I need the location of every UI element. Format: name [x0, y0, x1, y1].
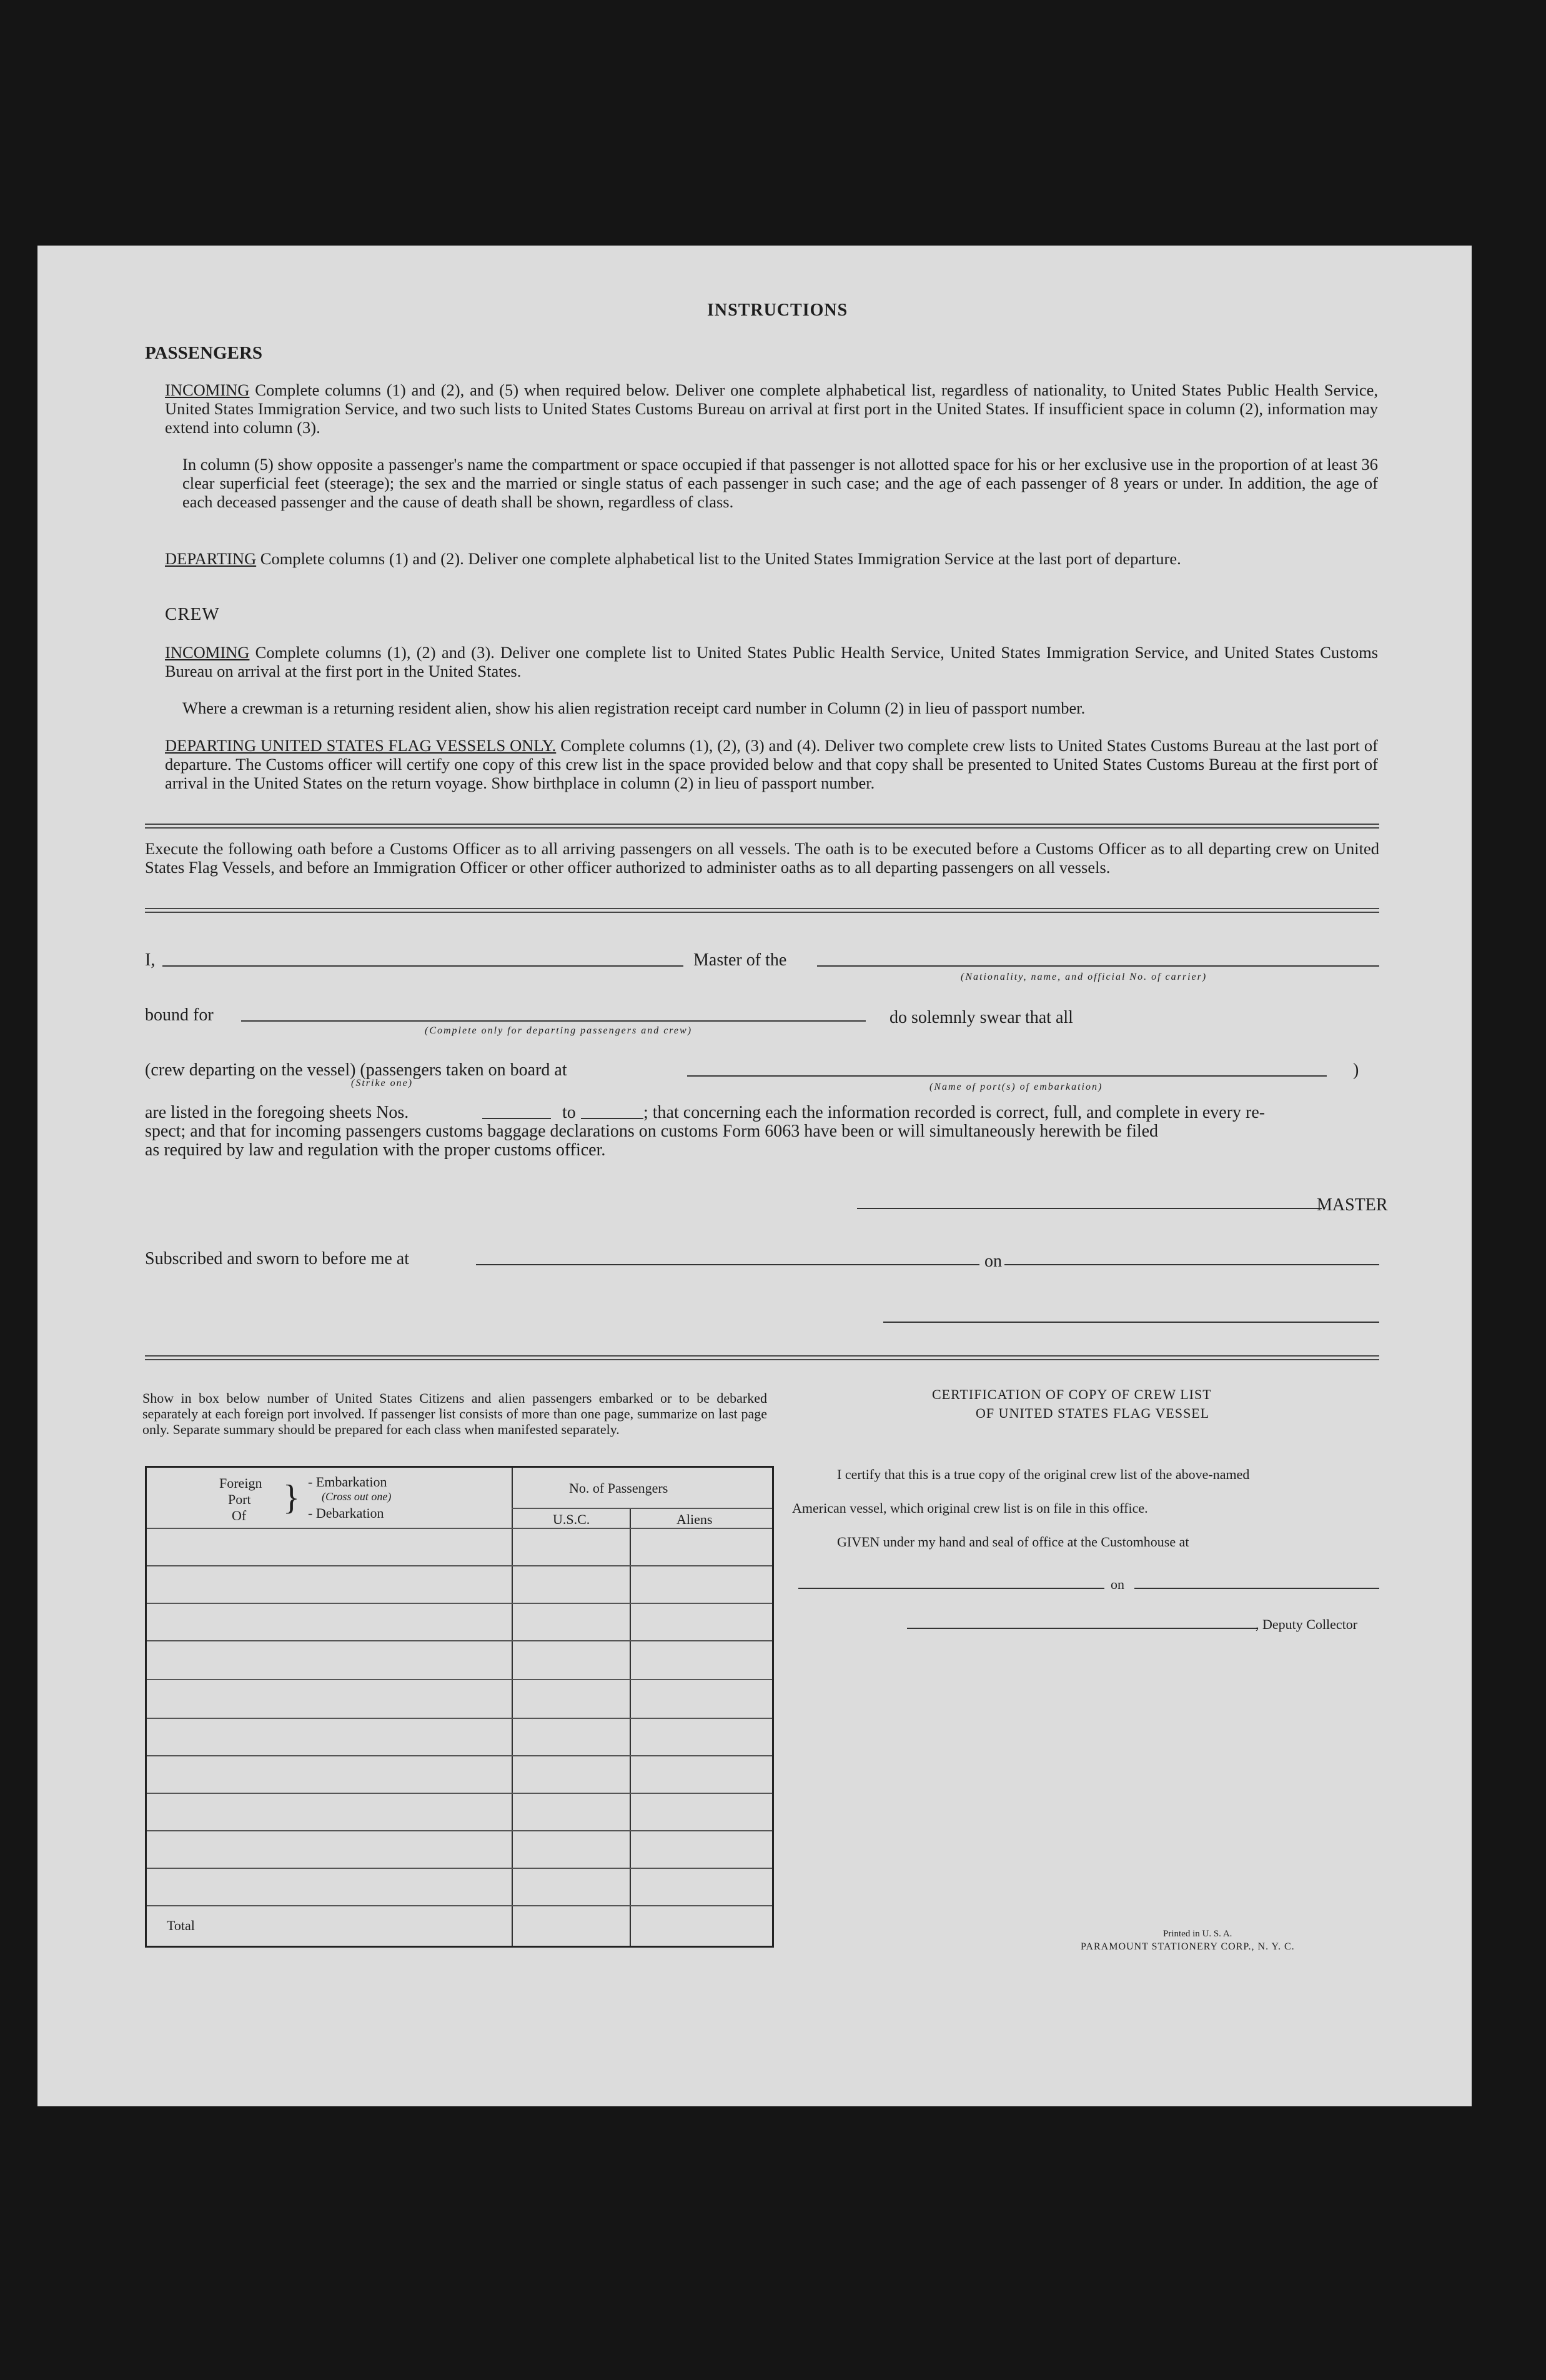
passengers-heading: PASSENGERS	[145, 343, 263, 363]
table-row	[147, 1718, 772, 1719]
table-row	[147, 1830, 772, 1831]
departing-lead: DEPARTING	[165, 549, 257, 568]
master-signature-field[interactable]	[857, 1208, 1322, 1209]
no-of-passengers-header: No. of Passengers	[569, 1480, 668, 1496]
sheet-from-field[interactable]	[482, 1118, 551, 1119]
swear-label: do solemnly swear that all	[889, 1008, 1073, 1027]
listed-start: are listed in the foregoing sheets Nos.	[145, 1103, 409, 1122]
embarkation-port-field[interactable]	[687, 1075, 1327, 1077]
cert-on-label: on	[1111, 1576, 1124, 1592]
flag-vessels-paragraph	[165, 736, 1378, 792]
printer-name: PARAMOUNT STATIONERY CORP., N. Y. C.	[1081, 1941, 1295, 1952]
port-caption: (Name of port(s) of embarkation)	[929, 1082, 1103, 1092]
returning-resident-paragraph: Where a crewman is a returning resident alien, show his alien registration receipt card number in Column (2) in lieu of passport number.	[182, 699, 1086, 717]
flag-vessels-text: Complete columns (1), (2), (3) and (4). Deliver two complete crew lists to United States Customs Bureau at the last port of departure. The Customs officer will certify one copy of this crew list in the space provided below and that copy shall be presented to United States Customs Bureau at the first port of arrival in the United States on the return voyage. Show birthplace in column (2) in lieu of passport number.	[165, 736, 1378, 792]
table-row	[147, 1905, 772, 1906]
crew-heading: CREW	[165, 604, 220, 624]
summary-note: Show in box below number of United States Citizens and alien passengers embarked or to be debarked separately at each foreign port involved. If passenger list consists of more than one page, summarize on last page only. Separate summary should be prepared for each class when manifested separately.	[142, 1390, 767, 1437]
document-page	[37, 246, 1472, 2106]
execute-paragraph: Execute the following oath before a Customs Officer as to all arriving passengers on all vessels. The oath is to be executed before a Customs Officer as to all departing crew on United States Flag Vessels, and before an Immigration Officer or other officer authorized to administer oaths as to all departing passengers on all vessels.	[145, 839, 1379, 877]
brace-icon: }	[283, 1478, 300, 1517]
divider	[145, 824, 1379, 829]
bound-caption: (Complete only for departing passengers and crew)	[425, 1025, 693, 1036]
aliens-header: Aliens	[676, 1511, 713, 1527]
header-divider	[147, 1528, 772, 1529]
of-label: Of	[232, 1508, 247, 1523]
table-row	[147, 1755, 772, 1756]
cert-given-text: GIVEN under my hand and seal of office at the Customhouse at	[837, 1534, 1189, 1550]
printed-in-usa: Printed in U. S. A.	[1163, 1929, 1232, 1939]
column-divider	[512, 1468, 513, 1946]
master-of-the-label: Master of the	[693, 950, 787, 970]
column-divider	[630, 1508, 631, 1946]
to-label: to	[562, 1103, 576, 1122]
embarkation-label: - Embarkation	[308, 1474, 387, 1490]
strike-caption: (Strike one)	[351, 1078, 414, 1088]
header-subdivider	[512, 1508, 772, 1509]
table-row	[147, 1679, 772, 1680]
bound-for-field[interactable]	[241, 1020, 866, 1022]
cert-certify-text: I certify that this is a true copy of the original crew list of the above-named	[837, 1466, 1250, 1482]
crew-incoming-paragraph	[165, 643, 1378, 680]
table-row	[147, 1640, 772, 1641]
master-label: MASTER	[1317, 1195, 1388, 1215]
divider	[145, 1355, 1379, 1360]
total-label: Total	[167, 1918, 195, 1933]
subscribed-label: Subscribed and sworn to before me at	[145, 1249, 409, 1268]
usc-header: U.S.C.	[553, 1511, 590, 1527]
subscribed-on-label: on	[984, 1252, 1002, 1271]
table-row	[147, 1793, 772, 1794]
master-name-field[interactable]	[162, 965, 683, 967]
divider	[145, 908, 1379, 913]
crew-incoming-text: Complete columns (1), (2) and (3). Deliver one complete list to United States Public Health Service, United States Immigration Service, and United States Customs Bureau on arrival at the first port in the United States.	[165, 643, 1379, 680]
officer-signature-field[interactable]	[883, 1322, 1379, 1323]
foreign-label: Foreign	[219, 1475, 262, 1491]
listed-line2: spect; and that for incoming passengers customs baggage declarations on customs Form 6063 have been or will simultaneously herewith be filed	[145, 1122, 1159, 1141]
deputy-collector-label: , Deputy Collector	[1256, 1616, 1358, 1632]
departing-text: Complete columns (1) and (2). Deliver one complete alphabetical list to the United States Immigration Service at the last port of departure.	[260, 549, 1181, 568]
oath-i-label: I,	[145, 950, 156, 970]
passengers-incoming-paragraph	[165, 381, 1378, 437]
table-row	[147, 1565, 772, 1566]
bound-for-label: bound for	[145, 1005, 214, 1025]
incoming-lead: INCOMING	[165, 381, 250, 399]
listed-rest: ; that concerning each the information recorded is correct, full, and complete in every re-	[643, 1103, 1266, 1122]
passengers-departing-paragraph	[165, 549, 1378, 568]
deputy-signature-field[interactable]	[907, 1628, 1257, 1629]
carrier-caption: (Nationality, name, and official No. of carrier)	[961, 972, 1207, 982]
customhouse-field[interactable]	[798, 1588, 1104, 1589]
cert-date-field[interactable]	[1134, 1588, 1379, 1589]
page-title: INSTRUCTIONS	[707, 301, 848, 320]
column5-paragraph: In column (5) show opposite a passenger's name the compartment or space occupied if that passenger is not allotted space for his or her exclusive use in the proportion of at least 36 clear superficial feet (steerage); the sex and the married or single status of each passenger in such case; and the age of each passenger of 8 years or under. In addition, the age of each deceased passenger and the cause of death shall be shown, regardless of class.	[182, 455, 1378, 511]
cert-american-text: American vessel, which original crew list is on file in this office.	[792, 1500, 1148, 1516]
debarkation-label: - Debarkation	[308, 1505, 384, 1521]
passenger-summary-table	[145, 1466, 774, 1948]
table-row	[147, 1603, 772, 1604]
cross-out-label: (Cross out one)	[322, 1490, 392, 1503]
port-label: Port	[228, 1491, 251, 1507]
sheet-to-field[interactable]	[581, 1118, 643, 1119]
cert-title-line2: OF UNITED STATES FLAG VESSEL	[976, 1405, 1210, 1421]
subscribed-place-field[interactable]	[476, 1264, 979, 1265]
crew-departing-label: (crew departing on the vessel) (passengers taken on board at	[145, 1060, 567, 1080]
flag-vessels-lead: DEPARTING UNITED STATES FLAG VESSELS ONLY.	[165, 736, 557, 755]
table-row	[147, 1868, 772, 1869]
cert-title-line1: CERTIFICATION OF COPY OF CREW LIST	[932, 1387, 1212, 1402]
carrier-field[interactable]	[817, 965, 1379, 967]
incoming-text: Complete columns (1) and (2), and (5) when required below. Deliver one complete alphabetical list, regardless of nationality, to United States Public Health Service, United States Immigration Service, and two such lists to United States Customs Bureau on arrival at first port in the United States. If insufficient space in column (2), information may extend into column (3).	[165, 381, 1379, 437]
subscribed-date-field[interactable]	[1004, 1264, 1379, 1265]
close-paren: )	[1353, 1060, 1359, 1080]
listed-line3: as required by law and regulation with the proper customs officer.	[145, 1140, 606, 1160]
crew-incoming-lead: INCOMING	[165, 643, 250, 662]
